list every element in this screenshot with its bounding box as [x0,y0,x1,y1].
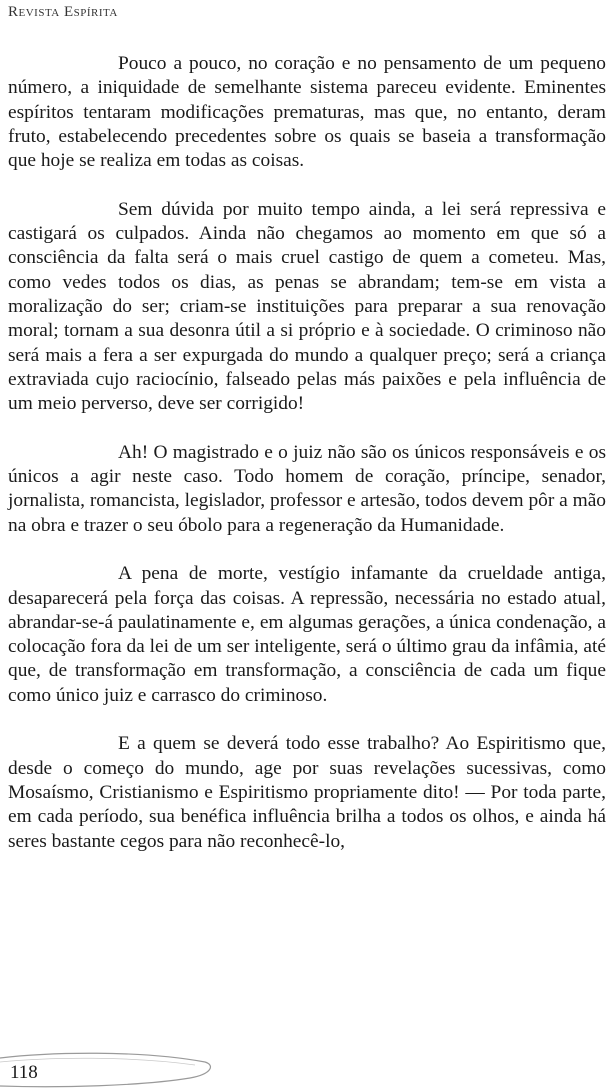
body-text [8,52,606,878]
running-header: Revista Espírita [8,4,118,20]
page-footer [0,1052,611,1091]
paragraph-5: E a quem se deverá todo esse trabalho? Ao Espiritismo que, desde o começo do mundo, age por suas revelações sucessivas, como Mosaísmo, Cristianismo e Espiritismo propriamente dito! — Por toda parte, em cada período, sua benéfica influência brilha a todos os olhos, e ainda há seres bastante cegos para não reconhecê-lo, [8,733,606,852]
paragraph-2: Sem dúvida por muito tempo ainda, a lei será repressiva e castigará os culpados. Ainda não chegamos ao momento em que só a consciência da falta será o mais cruel castigo de quem a cometeu. Mas, como vedes todos os dias, as penas se abrandam; tem-se em vista a moralização do ser; criam-se instituições para preparar a sua renovação moral; tornam a sua desonra útil a si próprio e à sociedade. O criminoso não será mais a fera a ser expurgada do mundo a qualquer preço; será a criança extraviada cujo raciocínio, falseado pelas más paixões e pela influência de um meio perverso, deve ser corrigido! [8,198,606,415]
paragraph-1: Pouco a pouco, no coração e no pensamento de um pequeno número, a iniquidade de semelhante sistema pareceu evidente. Eminentes espíritos tentaram modificações prematuras, mas que, no entanto, deram fruto, estabelecendo precedentes sobre os quais se baseia a transformação que hoje se realiza em todas as coisas. [8,53,606,172]
paragraph-4: A pena de morte, vestígio infamante da crueldade antiga, desaparecerá pela força das coisas. A repressão, necessária no estado atual, abrandar-se-á paulatinamente e, em algumas gerações, a única condenação, a colocação fora da lei de um ser inteligente, será o último grau da infâmia, até que, de transformação em transformação, a consciência de cada um fique como único juiz e carrasco do criminoso. [8,563,606,706]
page-number: 118 [10,1062,38,1083]
paragraph-3: Ah! O magistrado e o juiz não são os únicos responsáveis e os únicos a agir neste caso. Todo homem de coração, príncipe, senador, jornalista, romancista, legislador, professor e artesão, todos devem pôr a mão na obra e trazer o seu óbolo para a regeneração da Humanidade. [8,441,606,536]
